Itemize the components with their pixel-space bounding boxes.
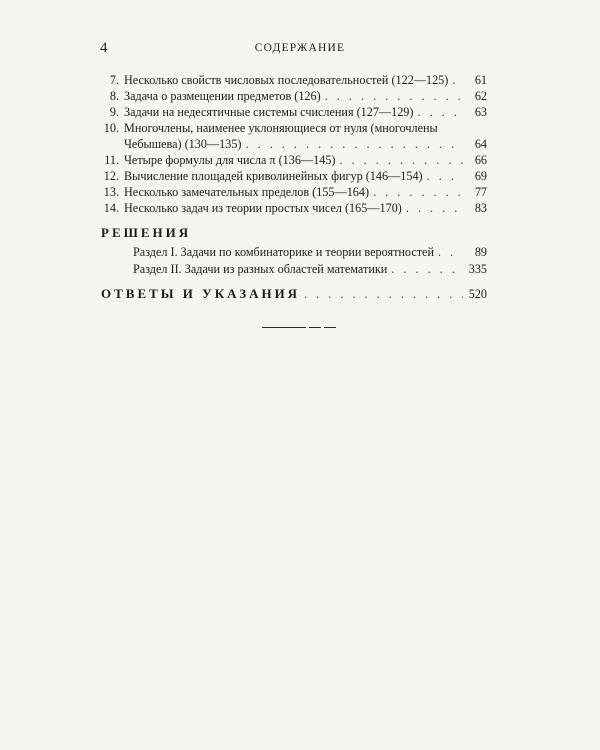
section-title: Раздел II. Задачи из разных областей математики (133, 262, 388, 276)
dot-leader (417, 104, 463, 120)
section-page: 89 (474, 245, 487, 259)
end-rule-segment (324, 327, 336, 328)
entry-page: 77 (474, 185, 487, 199)
answers-title: ОТВЕТЫ И УКАЗАНИЯ (101, 286, 301, 301)
entry-page: 61 (474, 73, 487, 87)
entry-title: Несколько замечательных пределов (155—164) (124, 185, 370, 199)
entry-title: Несколько свойств числовых последовательностей (122—125) (124, 73, 449, 87)
toc-entry (101, 200, 487, 216)
solutions-heading: РЕШЕНИЯ (101, 225, 192, 240)
toc-entry (101, 72, 487, 88)
entry-title: Четыре формулы для числа π (136—145) (124, 153, 336, 167)
toc-entry (101, 168, 487, 184)
toc-entry (101, 120, 487, 152)
dot-leader (391, 261, 463, 278)
toc-entry (101, 152, 487, 168)
dot-leader (246, 136, 464, 152)
page-number: 4 (100, 40, 108, 56)
dot-leader (325, 88, 463, 104)
entry-title: Задачи на недесятичные системы счисления (127—129) (124, 105, 414, 119)
entry-page: 64 (474, 137, 487, 151)
entry-number: 9. (109, 105, 119, 119)
toc-entry (101, 88, 487, 104)
entry-number: 8. (109, 89, 119, 103)
entry-number: 14. (103, 201, 119, 215)
entry-title: Задача о размещении предметов (126) (124, 89, 321, 103)
end-rule-segment (309, 327, 321, 328)
entry-page: 69 (474, 169, 487, 183)
entry-number: 11. (104, 153, 119, 167)
section-title: Раздел I. Задачи по комбинаторике и теории вероятностей (133, 245, 434, 259)
entry-page: 62 (474, 89, 487, 103)
dot-leader (373, 184, 463, 200)
solutions-section (101, 261, 487, 278)
toc-entry (101, 184, 487, 200)
entry-title: Вычисление площадей криволинейных фигур (146—154) (124, 169, 423, 183)
entry-number: 13. (103, 185, 119, 199)
section-page: 335 (468, 262, 487, 276)
end-rule (262, 327, 306, 328)
entry-number: 12. (103, 169, 119, 183)
dot-leader (339, 152, 463, 168)
dot-leader (406, 200, 463, 216)
running-head: СОДЕРЖАНИЕ (254, 42, 346, 54)
table-of-contents (101, 72, 487, 306)
entry-title-line2: Чебышева) (130—135) (124, 137, 242, 151)
toc-entry (101, 104, 487, 120)
entry-title: Несколько задач из теории простых чисел (165—170) (124, 201, 402, 215)
entry-page: 83 (474, 201, 487, 215)
answers-page: 520 (468, 287, 487, 301)
dot-leader (452, 72, 463, 88)
answers-entry (101, 282, 487, 306)
dot-leader (304, 282, 463, 306)
entry-page: 66 (474, 153, 487, 167)
dot-leader (438, 244, 463, 261)
solutions-section (101, 244, 487, 261)
entry-number: 7. (109, 73, 119, 87)
entry-title-line1: Многочлены, наименее уклоняющиеся от нуля (многочлены (124, 121, 438, 135)
entry-page: 63 (474, 105, 487, 119)
entry-number: 10. (103, 121, 119, 135)
dot-leader (427, 168, 463, 184)
